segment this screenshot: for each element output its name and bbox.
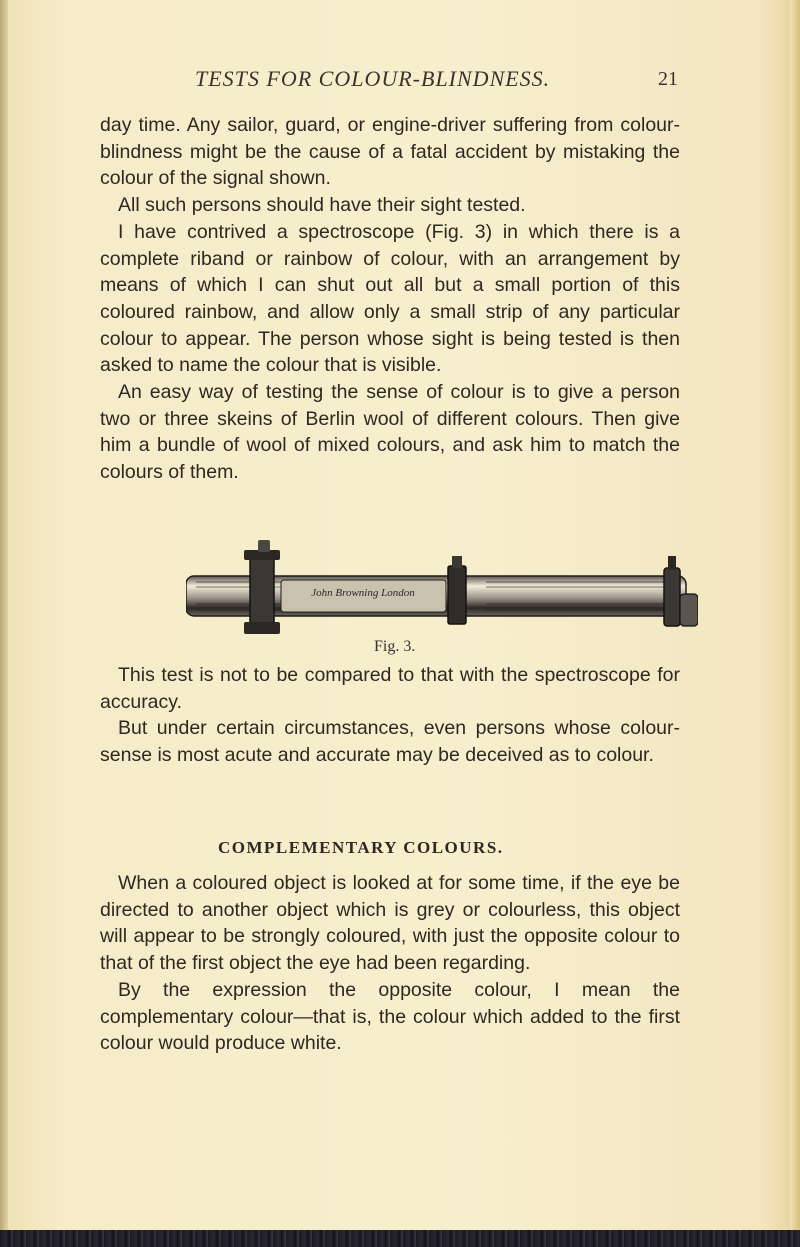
svg-text:John Browning London: John Browning London <box>311 587 415 599</box>
text-block-middle <box>100 662 680 769</box>
paragraph: All such persons should have their sight tested. <box>118 194 526 217</box>
section-heading: COMPLEMENTARY COLOURS. <box>218 838 504 857</box>
text-block-top <box>100 112 680 486</box>
prism-housing <box>244 540 280 634</box>
slit-ring <box>448 556 466 624</box>
text-block-bottom <box>100 870 680 1057</box>
figure-caption: Fig. 3. <box>374 638 416 655</box>
paragraph: This test is not to be compared to that with the spectroscope for accuracy. <box>100 664 680 713</box>
inscribed-collar <box>281 580 446 612</box>
paragraph: I have contrived a spectroscope (Fig. 3) in which there is a complete riband or rainbow of colour, with an arrangement by means of which I can shut out all but a small portion of this coloured rainbow, and allow only a small strip of any particular colour to appear. The person whose sight is being tested is then asked to name the colour that is visible. <box>100 220 680 377</box>
running-head: TESTS FOR COLOUR-BLINDNESS. <box>195 66 551 91</box>
page-number: 21 <box>658 68 678 90</box>
scan-bottom-edge <box>0 1230 800 1247</box>
page-gutter-edge <box>0 0 8 1247</box>
paragraph: By the expression the opposite colour, I mean the complementary colour—that is, the colour which added to the first colour would produce white. <box>100 978 680 1055</box>
paragraph: But under certain circumstances, even persons whose colour-sense is most acute and accurate may be deceived as to colour. <box>100 717 680 767</box>
paragraph: An easy way of testing the sense of colour is to give a person two or three skeins of Berlin wool of different colours. Then give him a bundle of wool of mixed colours, and ask him to match the colours of them. <box>100 381 680 484</box>
paragraph: When a coloured object is looked at for some time, if the eye be directed to another object which is grey or colourless, this object will appear to be strongly coloured, with just the opposite colour to that of the first object the eye had been regarding. <box>100 872 680 975</box>
page-outer-edge <box>790 0 800 1247</box>
paragraph: day time. Any sailor, guard, or engine-driver suffering from colour-blindness might be the cause of a fatal accident by mistaking the colour of the signal shown. <box>100 114 680 190</box>
spectroscope-illustration <box>186 540 698 640</box>
